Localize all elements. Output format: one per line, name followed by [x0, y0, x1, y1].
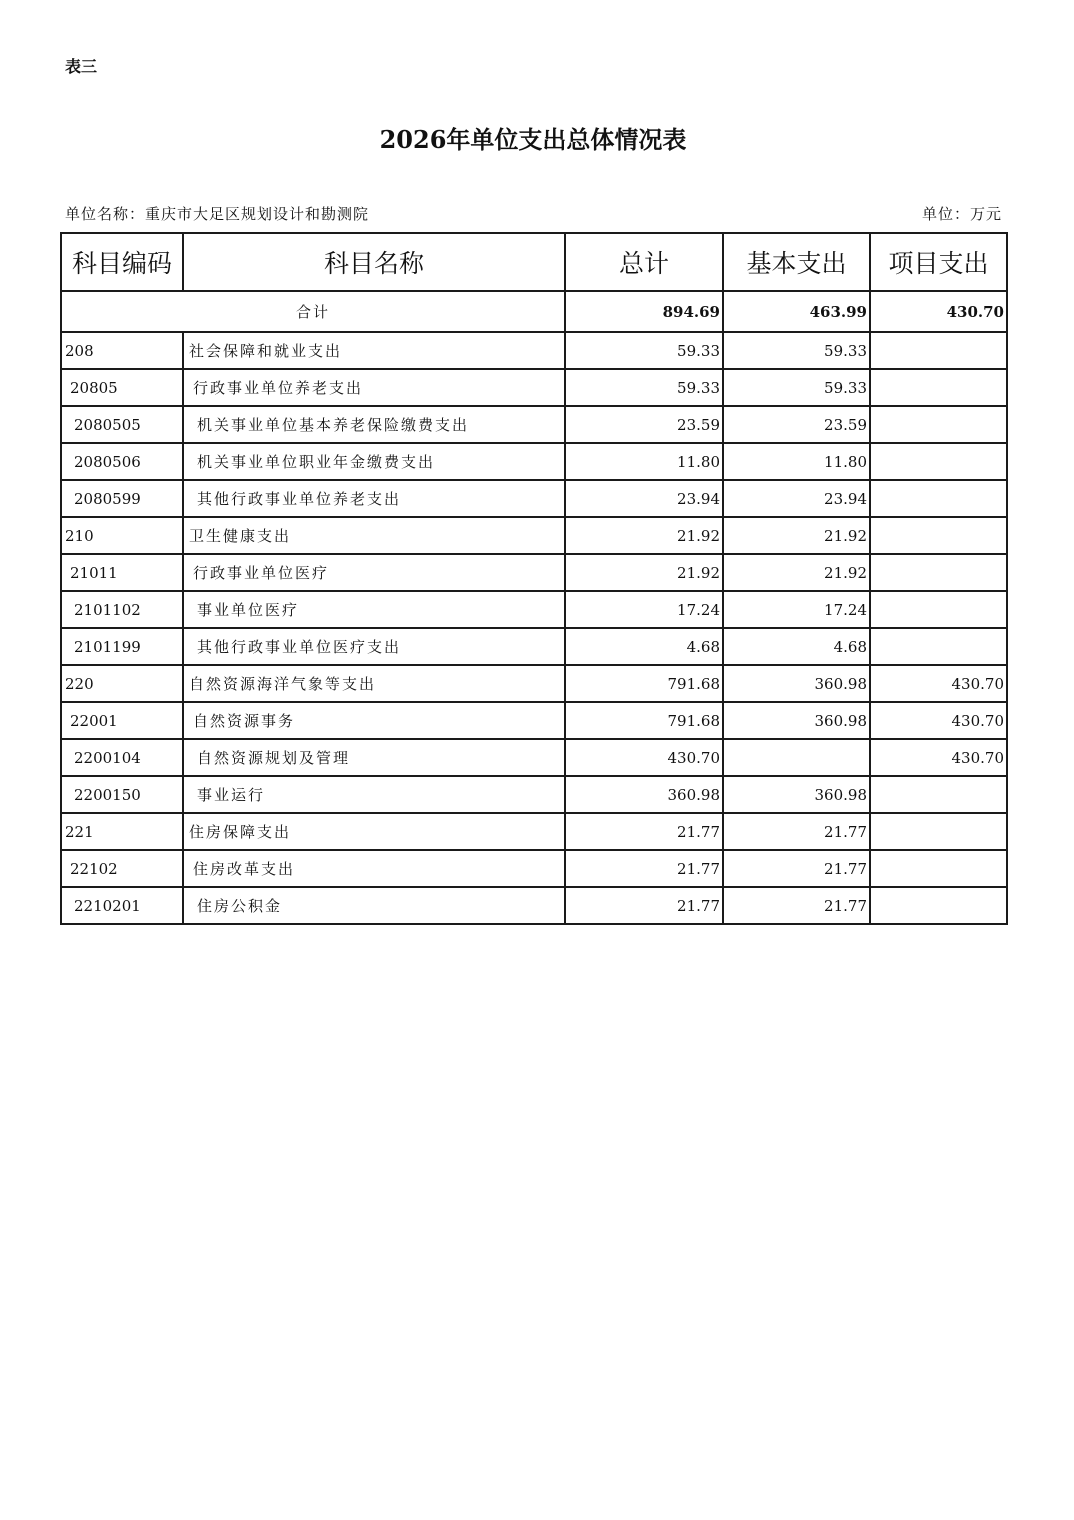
row-code: 22102 — [61, 850, 183, 887]
row-name: 社会保障和就业支出 — [183, 332, 565, 369]
table-row — [61, 369, 1007, 406]
row-total: 21.77 — [565, 813, 723, 850]
row-code: 2101199 — [61, 628, 183, 665]
row-total: 17.24 — [565, 591, 723, 628]
table-row — [61, 628, 1007, 665]
row-name: 机关事业单位基本养老保险缴费支出 — [183, 406, 565, 443]
row-code: 2080506 — [61, 443, 183, 480]
row-code: 21011 — [61, 554, 183, 591]
row-total: 21.77 — [565, 850, 723, 887]
row-name: 住房公积金 — [183, 887, 565, 924]
total-basic: 463.99 — [723, 291, 870, 332]
row-project — [870, 406, 1007, 443]
row-code: 2210201 — [61, 887, 183, 924]
row-code: 2101102 — [61, 591, 183, 628]
row-name: 其他行政事业单位医疗支出 — [183, 628, 565, 665]
row-total: 430.70 — [565, 739, 723, 776]
row-name: 自然资源事务 — [183, 702, 565, 739]
row-name: 住房保障支出 — [183, 813, 565, 850]
total-project: 430.70 — [870, 291, 1007, 332]
header-row — [61, 233, 1007, 291]
row-project — [870, 850, 1007, 887]
header-project: 项目支出 — [870, 233, 1007, 291]
row-project: 430.70 — [870, 739, 1007, 776]
row-basic: 21.77 — [723, 813, 870, 850]
row-basic: 11.80 — [723, 443, 870, 480]
row-basic: 17.24 — [723, 591, 870, 628]
table-row — [61, 406, 1007, 443]
row-project — [870, 517, 1007, 554]
header-code: 科目编码 — [61, 233, 183, 291]
table-row — [61, 702, 1007, 739]
row-name: 机关事业单位职业年金缴费支出 — [183, 443, 565, 480]
row-basic: 23.59 — [723, 406, 870, 443]
row-name: 行政事业单位医疗 — [183, 554, 565, 591]
row-name: 卫生健康支出 — [183, 517, 565, 554]
table-row — [61, 813, 1007, 850]
page-title: 2026年单位支出总体情况表 — [379, 125, 687, 154]
row-total: 791.68 — [565, 702, 723, 739]
header-total: 总计 — [565, 233, 723, 291]
row-basic: 360.98 — [723, 702, 870, 739]
table-row — [61, 332, 1007, 369]
row-project — [870, 480, 1007, 517]
row-basic: 23.94 — [723, 480, 870, 517]
row-basic: 59.33 — [723, 369, 870, 406]
row-name: 自然资源海洋气象等支出 — [183, 665, 565, 702]
row-basic: 21.77 — [723, 850, 870, 887]
row-code: 208 — [61, 332, 183, 369]
table-row — [61, 554, 1007, 591]
row-total: 59.33 — [565, 369, 723, 406]
row-total: 21.92 — [565, 517, 723, 554]
table-row — [61, 443, 1007, 480]
unit-measure: 单位：万元 — [921, 205, 1002, 223]
table-row — [61, 517, 1007, 554]
row-project — [870, 776, 1007, 813]
expenditure-table — [60, 232, 1008, 925]
row-project — [870, 554, 1007, 591]
table-row — [61, 665, 1007, 702]
row-name: 事业运行 — [183, 776, 565, 813]
row-basic: 360.98 — [723, 776, 870, 813]
row-code: 22001 — [61, 702, 183, 739]
row-project — [870, 628, 1007, 665]
row-name: 其他行政事业单位养老支出 — [183, 480, 565, 517]
row-total: 21.92 — [565, 554, 723, 591]
row-code: 2200150 — [61, 776, 183, 813]
row-project — [870, 332, 1007, 369]
total-label: 合计 — [61, 291, 565, 332]
row-project — [870, 443, 1007, 480]
row-code: 2080599 — [61, 480, 183, 517]
row-total: 11.80 — [565, 443, 723, 480]
row-basic — [723, 739, 870, 776]
row-project: 430.70 — [870, 702, 1007, 739]
sheet-label: 表三 — [65, 57, 98, 76]
table-row — [61, 850, 1007, 887]
row-total: 791.68 — [565, 665, 723, 702]
row-code: 221 — [61, 813, 183, 850]
table-row — [61, 739, 1007, 776]
row-total: 23.94 — [565, 480, 723, 517]
row-code: 210 — [61, 517, 183, 554]
row-basic: 21.77 — [723, 887, 870, 924]
total-row — [61, 291, 1007, 332]
table-row — [61, 776, 1007, 813]
row-project: 430.70 — [870, 665, 1007, 702]
row-code: 2200104 — [61, 739, 183, 776]
row-basic: 59.33 — [723, 332, 870, 369]
table-row — [61, 591, 1007, 628]
row-name: 住房改革支出 — [183, 850, 565, 887]
row-name: 自然资源规划及管理 — [183, 739, 565, 776]
row-project — [870, 591, 1007, 628]
row-total: 4.68 — [565, 628, 723, 665]
row-project — [870, 887, 1007, 924]
row-project — [870, 813, 1007, 850]
row-project — [870, 369, 1007, 406]
row-code: 220 — [61, 665, 183, 702]
row-name: 行政事业单位养老支出 — [183, 369, 565, 406]
row-code: 2080505 — [61, 406, 183, 443]
row-basic: 21.92 — [723, 554, 870, 591]
row-total: 360.98 — [565, 776, 723, 813]
table-row — [61, 480, 1007, 517]
header-basic: 基本支出 — [723, 233, 870, 291]
table-row — [61, 887, 1007, 924]
row-name: 事业单位医疗 — [183, 591, 565, 628]
row-code: 20805 — [61, 369, 183, 406]
header-name: 科目名称 — [183, 233, 565, 291]
row-total: 23.59 — [565, 406, 723, 443]
row-total: 21.77 — [565, 887, 723, 924]
row-total: 59.33 — [565, 332, 723, 369]
total-total: 894.69 — [565, 291, 723, 332]
row-basic: 360.98 — [723, 665, 870, 702]
unit-name: 单位名称：重庆市大足区规划设计和勘测院 — [65, 205, 370, 223]
row-basic: 4.68 — [723, 628, 870, 665]
row-basic: 21.92 — [723, 517, 870, 554]
